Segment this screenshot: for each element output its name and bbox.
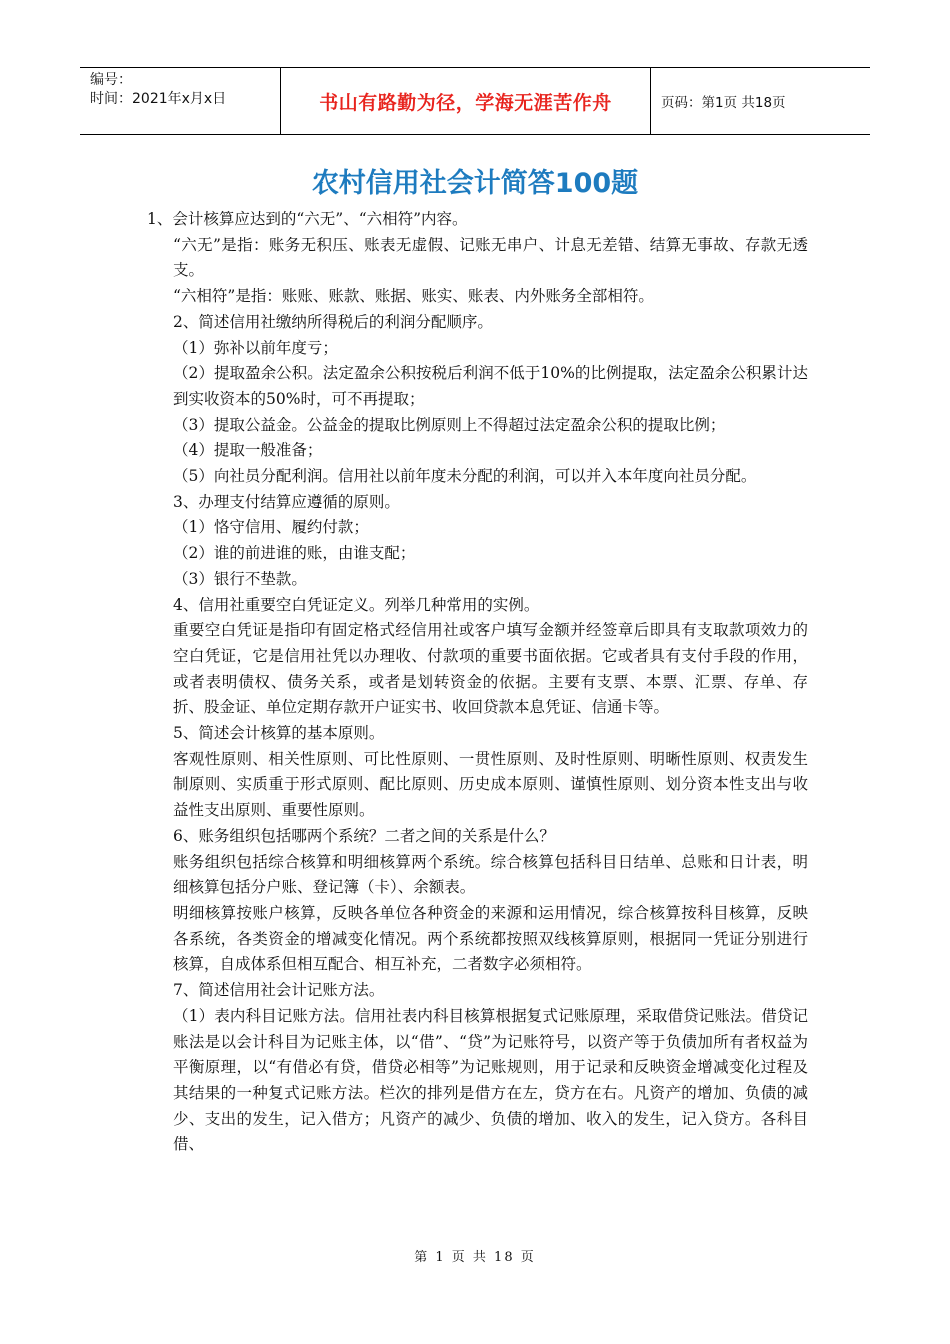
question-heading: 2、简述信用社缴纳所得税后的利润分配顺序。 [173,312,493,331]
question-heading: 5、简述会计核算的基本原则。 [173,724,385,743]
answer-paragraph: （1）弥补以前年度亏； [173,338,338,357]
document-body [147,207,808,1158]
header-motto-cell [281,68,651,134]
answer-paragraph: “六相符”是指：账账、账款、账据、账实、账表、内外账务全部相符。 [173,287,654,306]
answer-paragraph: （4）提取一般准备； [173,441,323,460]
question-heading: 1、会计核算应达到的“六无”、“六相符”内容。 [147,210,468,228]
answer-paragraph: （3）银行不垫款。 [173,569,307,588]
answer-paragraph: （2）谁的前进谁的账，由谁支配； [173,544,416,563]
answer-paragraph: “六无”是指：账务无积压、账表无虚假、记账无串户、计息无差错、结算无事故、存款无透支。 [173,235,808,280]
header-page-cell [651,68,870,134]
answer-paragraph: （1）表内科目记账方法。信用社表内科目核算根据复式记账原理，采取借贷记账法。借贷记账法是以会计科目为记账主体，以“借”、“贷”为记账符号，以资产等于负债加所有者权益为平衡原理，以“有借必有贷，借贷必相等”为记账规则，用于记录和反映资金增减变化过程及其结果的一种复式记账方法。栏次的排列是借方在左，贷方在右。凡资产的增加、负债的减少、支出的发生，记入借方；凡资产的减少、负债的增加、收入的发生，记入贷方。各科目借、 [173,1006,808,1154]
answer-paragraph: （1）恪守信用、履约付款； [173,518,369,537]
document-time-label: 时间：2021年x月x日 [90,91,227,107]
question-heading: 3、办理支付结算应遵循的原则。 [173,492,400,511]
question-heading: 4、信用社重要空白凭证定义。列举几种常用的实例。 [173,595,540,614]
question-heading: 7、简述信用社会计记账方法。 [173,981,385,1000]
answer-paragraph: 明细核算按账户核算，反映各单位各种资金的来源和运用情况，综合核算按科目核算，反映各系统，各类资金的增减变化情况。两个系统都按照双线核算原则，根据同一凭证分别进行核算，自成体系但相互配合、相互补充，二者数字必须相符。 [173,903,808,974]
answer-paragraph: 账务组织包括综合核算和明细核算两个系统。综合核算包括科目日结单、总账和日计表，明细核算包括分户账、登记簿（卡）、余额表。 [173,852,808,897]
document-number-label: 编号： [90,72,132,88]
header-motto: 书山有路勤为径，学海无涯苦作舟 [319,91,612,114]
header-meta-cell [80,68,281,134]
header-page-label: 页码：第1页 共18页 [661,95,786,111]
answer-paragraph: 重要空白凭证是指印有固定格式经信用社或客户填写金额并经签章后即具有支取款项效力的空白凭证，它是信用社凭以办理收、付款项的重要书面依据。它或者具有支付手段的作用，或者表明债权、债务关系，或者是划转资金的依据。主要有支票、本票、汇票、存单、存折、股金证、单位定期存款开户证实书、收回贷款本息凭证、信通卡等。 [173,621,808,717]
header-table [80,67,870,135]
answer-paragraph: 客观性原则、相关性原则、可比性原则、一贯性原则、及时性原则、明晰性原则、权责发生制原则、实质重于形式原则、配比原则、历史成本原则、谨慎性原则、划分资本性支出与收益性支出原则、重要性原则。 [173,749,808,820]
question-heading: 6、账务组织包括哪两个系统？二者之间的关系是什么？ [173,826,555,845]
answer-paragraph: （2）提取盈余公积。法定盈余公积按税后利润不低于10%的比例提取，法定盈余公积累计达到实收资本的50%时，可不再提取； [173,364,808,408]
document-title: 农村信用社会计简答100题 [311,168,639,199]
page-footer: 第 1 页 共 18 页 [414,1250,536,1265]
answer-paragraph: （3）提取公益金。公益金的提取比例原则上不得超过法定盈余公积的提取比例； [173,415,726,434]
answer-paragraph: （5）向社员分配利润。信用社以前年度未分配的利润，可以并入本年度向社员分配。 [173,467,757,486]
